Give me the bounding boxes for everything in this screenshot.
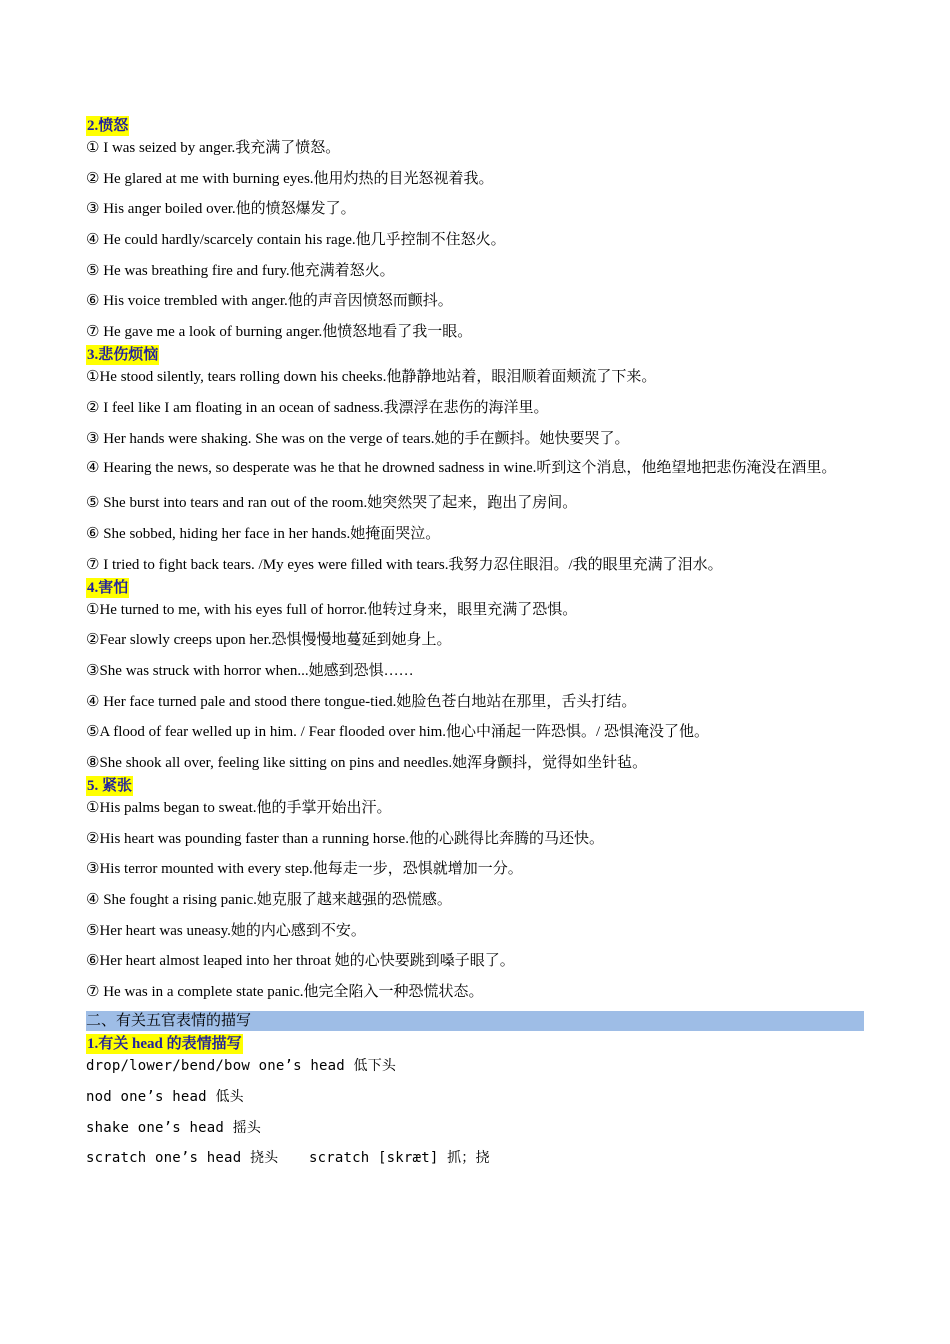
section-heading: 2.愤怒 xyxy=(87,118,129,134)
sentence-line: ⑤A flood of fear welled up in him. / Fear flooded over him.他心中涌起一阵恐惧。/ 恐惧淹没了他。 xyxy=(86,724,709,741)
phrase-en: nod one’s head xyxy=(86,1088,207,1105)
section-fear xyxy=(86,575,864,773)
sentence-line: ② He glared at me with burning eyes.他用灼热的目光怒视着我。 xyxy=(86,170,494,187)
phrase-zh: 摇头 xyxy=(232,1119,262,1136)
sentence-line: ② I feel like I am floating in an ocean of sadness.我漂浮在悲伤的海洋里。 xyxy=(86,399,549,416)
section-sadness xyxy=(86,342,864,574)
phrase-zh: 低头 xyxy=(215,1088,244,1105)
phrase-en: shake one’s head xyxy=(86,1119,225,1136)
phrase-line xyxy=(86,1118,864,1138)
sentence-line: ⑧She shook all over, feeling like sitting on pins and needles.她浑身颤抖，觉得如坐针毡。 xyxy=(86,755,648,771)
sentence-line: ④ Her face turned pale and stood there tongue-tied.她脸色苍白地站在那里，舌头打结。 xyxy=(86,693,637,710)
sentence-line: ①His palms began to sweat.他的手掌开始出汗。 xyxy=(86,800,392,816)
sentence-line: ⑦ He was in a complete state panic.他完全陷入一种恐慌状态。 xyxy=(86,984,484,1001)
document-page xyxy=(86,113,864,1168)
sentence-line: ⑦ He gave me a look of burning anger.他愤怒地看了我一眼。 xyxy=(86,324,473,341)
section-heading: 3.悲伤烦恼 xyxy=(87,347,159,364)
sentence-line: ⑦ I tried to fight back tears. /My eyes were filled with tears.我努力忍住眼泪。/我的眼里充满了泪水。 xyxy=(86,556,723,573)
phrase-line xyxy=(86,1087,864,1107)
sentence-line: ③She was struck with horror when...她感到恐惧…… xyxy=(86,662,414,679)
sentence-line: ①He stood silently, tears rolling down his cheeks.他静静地站着，眼泪顺着面颊流了下来。 xyxy=(86,369,657,386)
sentence-line: ⑥ She sobbed, hiding her face in her hands.她掩面哭泣。 xyxy=(86,525,441,542)
section-heading: 5. 紧张 xyxy=(87,778,133,794)
section-heading: 1.有关 head 的表情描写 xyxy=(87,1036,242,1053)
sentence-line: ②Fear slowly creeps upon her.恐惧慢慢地蔓延到她身上。 xyxy=(86,632,452,649)
phrase-zh: 低下头 xyxy=(353,1058,397,1075)
sentence-line: ⑥Her heart almost leaped into her throat 她的心快要跳到嗓子眼了。 xyxy=(86,953,515,970)
sentence-line: ④ Hearing the news, so desperate was he that he drowned sadness in wine.听到这个消息，他绝望地把悲伤淹没在酒里。 xyxy=(86,459,837,476)
section-nervous xyxy=(86,773,864,1002)
phrase-en: drop/lower/bend/bow one’s head xyxy=(86,1058,345,1075)
section-anger xyxy=(86,113,864,342)
sentence-line: ⑥ His voice trembled with anger.他的声音因愤怒而颤抖。 xyxy=(86,293,453,310)
sentence-line: ④ He could hardly/scarcely contain his rage.他几乎控制不住怒火。 xyxy=(86,232,506,249)
phrase-line xyxy=(86,1056,864,1076)
sentence-line: ⑤ He was breathing fire and fury.他充满着怒火。 xyxy=(86,262,395,279)
sentence-line: ④ She fought a rising panic.她克服了越来越强的恐慌感。 xyxy=(86,892,452,909)
phrase-extra-en: scratch [skræt] xyxy=(309,1150,439,1167)
sentence-line: ⑤Her heart was uneasy.她的内心感到不安。 xyxy=(86,922,366,939)
phrase-line xyxy=(86,1148,864,1168)
phrase-extra-zh: 抓；挠 xyxy=(447,1150,490,1167)
part-band-title: 二、有关五官表情的描写 xyxy=(86,1011,864,1031)
phrase-zh: 挠头 xyxy=(249,1150,279,1167)
phrase-en: scratch one’s head xyxy=(86,1150,242,1167)
section-heading: 4.害怕 xyxy=(87,579,129,596)
sentence-line: ①He turned to me, with his eyes full of horror.他转过身来，眼里充满了恐惧。 xyxy=(86,601,578,618)
sentence-line: ③ Her hands were shaking. She was on the verge of tears.她的手在颤抖。她快要哭了。 xyxy=(86,430,630,447)
sentence-line: ②His heart was pounding faster than a running horse.他的心跳得比奔腾的马还快。 xyxy=(86,830,604,847)
sentence-line: ⑤ She burst into tears and ran out of the room.她突然哭了起来，跑出了房间。 xyxy=(86,495,578,512)
sentence-line: ③His terror mounted with every step.他每走一步，恐惧就增加一分。 xyxy=(86,861,523,878)
sentence-line: ③ His anger boiled over.他的愤怒爆发了。 xyxy=(86,201,356,218)
sentence-line: ① I was seized by anger.我充满了愤怒。 xyxy=(86,140,341,156)
